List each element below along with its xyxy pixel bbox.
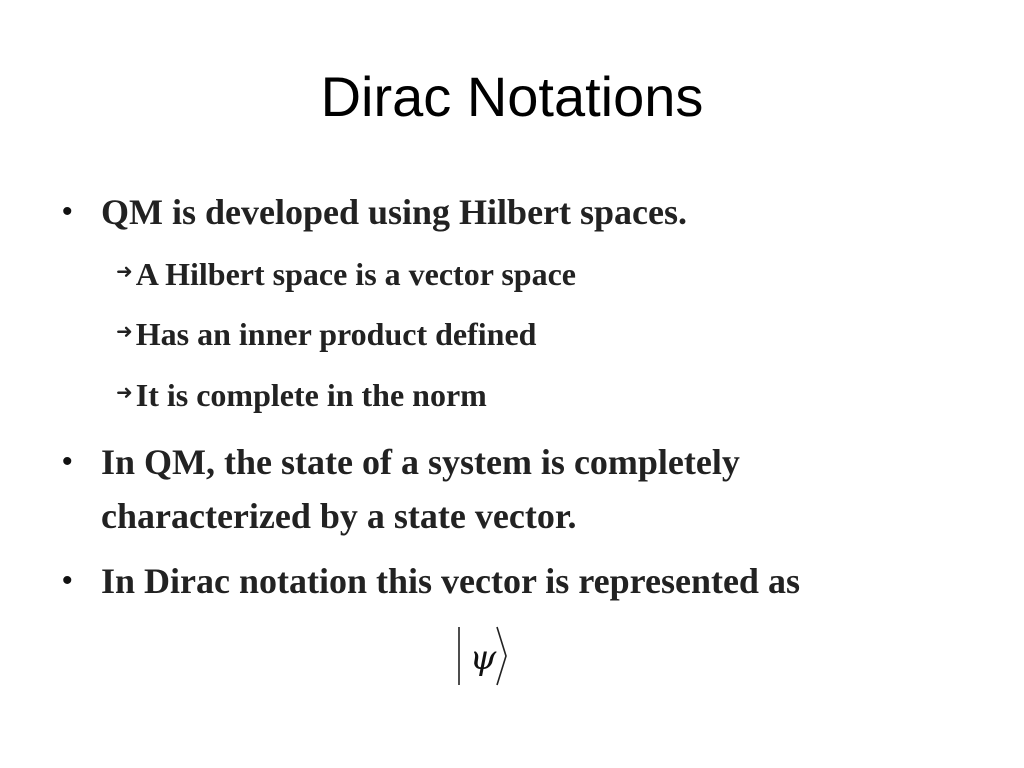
slide-title: Dirac Notations	[320, 65, 704, 128]
sub-item-3-text: It is complete in the norm	[135, 377, 487, 413]
sub-item-2-text: Has an inner product defined	[135, 316, 537, 352]
sub-item-1	[116, 254, 576, 294]
ket-right-angle	[497, 627, 506, 685]
sub-item-1-text: A Hilbert space is a vector space	[135, 256, 576, 292]
bullet-icon: •	[62, 195, 73, 228]
bullet-2-line-1: In QM, the state of a system is completely	[101, 442, 740, 482]
bullet-2-line-2: characterized by a state vector.	[101, 496, 577, 536]
bullet-1-text: QM is developed using Hilbert spaces.	[101, 192, 688, 232]
bullet-3-text: In Dirac notation this vector is represented as	[101, 561, 800, 601]
bullet-icon: •	[62, 445, 73, 478]
arrow-right-icon: ➜	[116, 380, 133, 404]
psi-symbol: ψ	[469, 638, 497, 678]
ket-psi-formula	[456, 626, 508, 686]
bullet-icon: •	[62, 564, 73, 597]
sub-item-2	[116, 314, 536, 354]
ket-svg	[456, 626, 508, 686]
sub-item-3	[116, 375, 487, 415]
arrow-right-icon: ➜	[116, 319, 133, 343]
arrow-right-icon: ➜	[116, 259, 133, 283]
